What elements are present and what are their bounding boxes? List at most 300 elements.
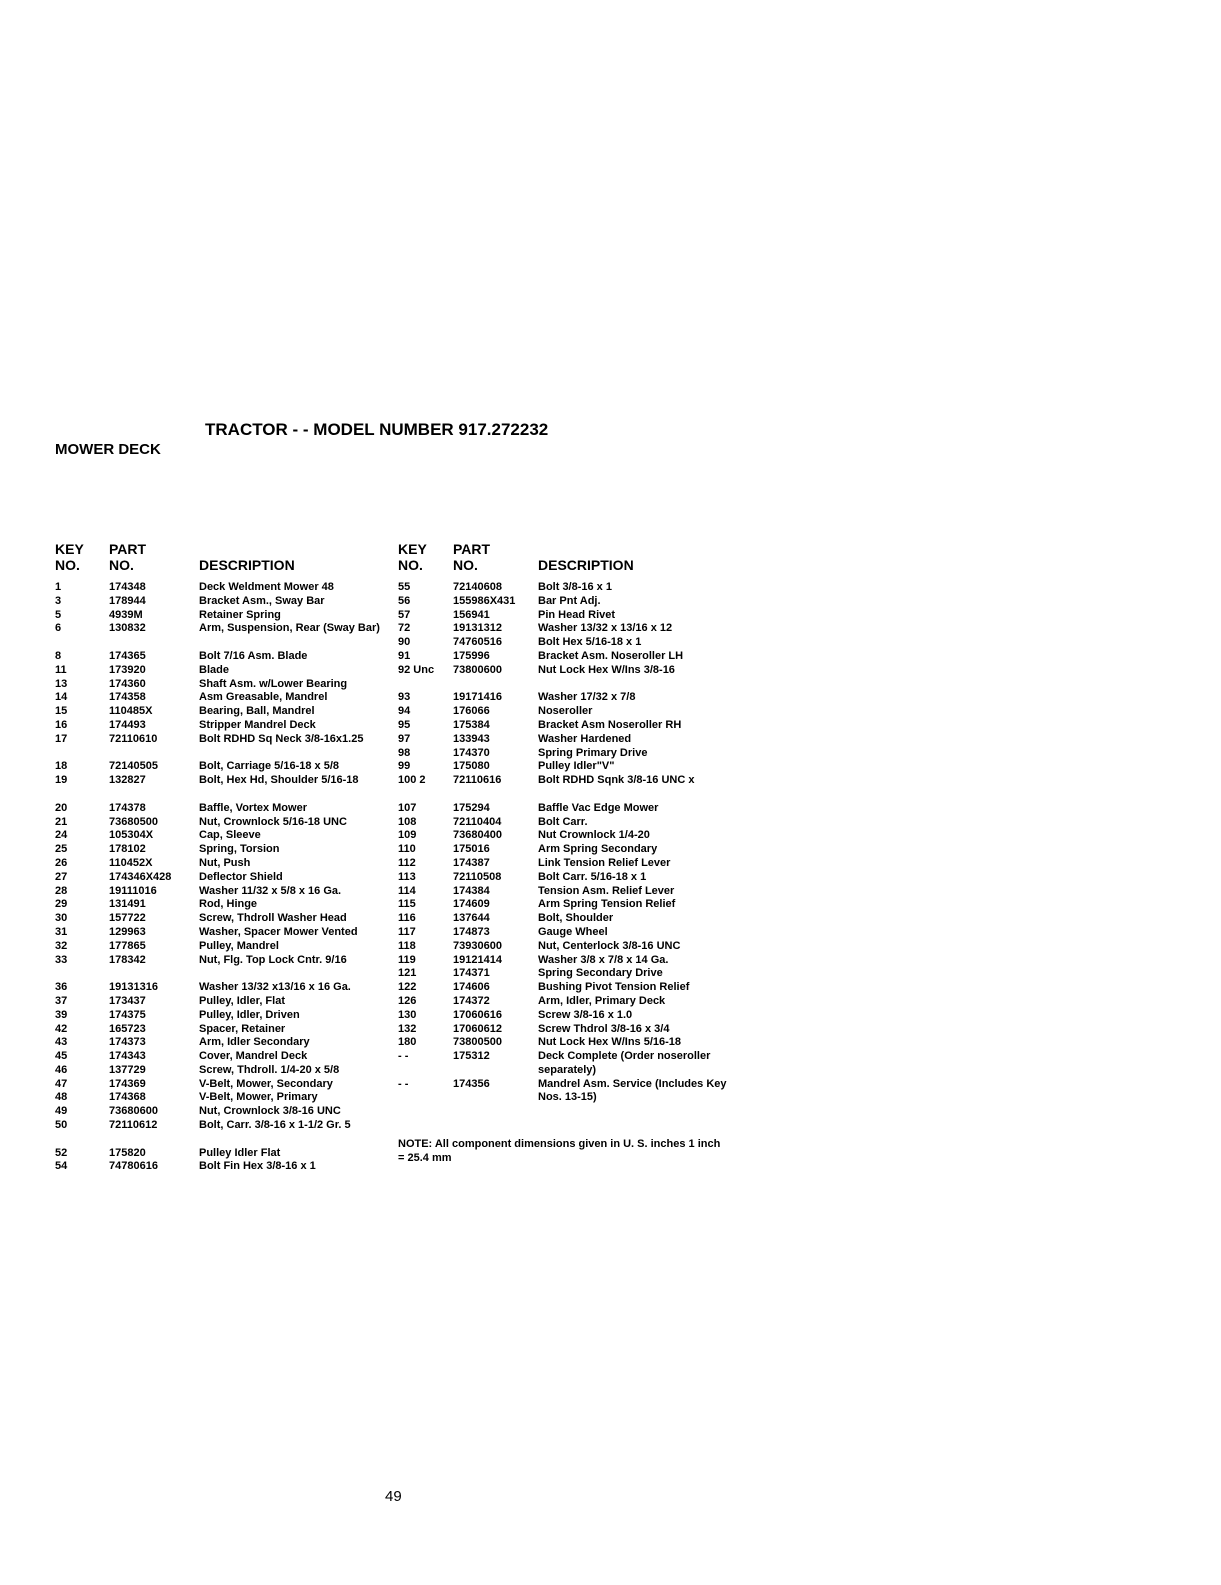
key-cell: 122 <box>398 981 417 994</box>
description-cell: Washer 17/32 x 7/8 <box>538 691 636 704</box>
part-number-cell: 175312 <box>453 1050 490 1063</box>
part-number-cell: 19121414 <box>453 953 502 966</box>
key-cell: 49 <box>55 1105 68 1118</box>
description-cell: Nut, Push <box>199 856 251 869</box>
table-row <box>398 774 728 802</box>
table-row <box>55 774 395 802</box>
part-number-cell: 73800600 <box>453 663 502 676</box>
description-cell: Cover, Mandrel Deck <box>199 1050 308 1063</box>
part-number-cell: 175996 <box>453 649 490 662</box>
part-number-cell: 178342 <box>109 953 146 966</box>
key-cell: - - <box>398 1050 409 1063</box>
key-header-line2: NO. <box>398 557 423 573</box>
description-cell: V-Belt, Mower, Secondary <box>199 1077 333 1090</box>
description-cell: Spacer, Retainer <box>199 1022 286 1035</box>
description-cell: Pin Head Rivet <box>538 608 616 621</box>
description-cell: Shaft Asm. w/Lower Bearing <box>199 677 348 690</box>
table-row <box>55 595 395 609</box>
part-number-cell: 174493 <box>109 718 146 731</box>
key-cell: 17 <box>55 732 68 745</box>
key-cell: 95 <box>398 718 411 731</box>
part-number-cell: 4939M <box>109 608 143 621</box>
table-row <box>55 1036 395 1050</box>
key-cell: 6 <box>55 622 62 635</box>
part-number-cell: 173920 <box>109 663 146 676</box>
part-number-cell: 19131312 <box>453 622 502 635</box>
table-row <box>55 691 395 705</box>
key-cell: 116 <box>398 912 416 925</box>
key-cell: 109 <box>398 829 417 842</box>
part-number-cell: 72140505 <box>109 760 158 773</box>
key-cell: 42 <box>55 1022 68 1035</box>
table-row <box>55 581 395 595</box>
part-number-cell: 174375 <box>109 1008 146 1021</box>
table-row <box>398 636 728 650</box>
description-cell: Rod, Hinge <box>199 898 258 911</box>
table-row <box>398 829 728 843</box>
key-cell: 26 <box>55 856 68 869</box>
description-cell: Bolt, Shoulder <box>538 912 614 925</box>
part-number-cell: 19111016 <box>109 884 157 897</box>
page-title: TRACTOR - - MODEL NUMBER 917.272232 <box>205 420 549 439</box>
key-cell: 50 <box>55 1119 68 1132</box>
key-cell: 110 <box>398 843 416 856</box>
part-number-cell: 174384 <box>453 884 490 897</box>
part-number-cell: 129963 <box>109 925 146 938</box>
description-cell: Bolt 7/16 Asm. Blade <box>199 649 308 662</box>
description-cell: Gauge Wheel <box>538 925 608 938</box>
key-cell: 24 <box>55 829 68 842</box>
key-cell: 117 <box>398 925 416 938</box>
key-cell: 100 2 <box>398 774 426 787</box>
table-row <box>55 1147 395 1161</box>
dimensions-note: NOTE: All component dimensions given in U. S. inches 1 inch = 25.4 mm <box>398 1138 721 1164</box>
table-row <box>398 981 728 995</box>
table-row <box>55 1119 395 1147</box>
description-cell: Bolt Carr. 5/16-18 x 1 <box>538 870 647 883</box>
part-number-cell: 133943 <box>453 732 490 745</box>
description-cell: V-Belt, Mower, Primary <box>199 1091 318 1104</box>
description-cell: Deck Complete (Order noseroller separately) <box>538 1050 711 1076</box>
table-row <box>55 678 395 692</box>
key-cell: 108 <box>398 815 417 828</box>
part-header-line1: PART <box>453 541 491 557</box>
description-cell: Bar Pnt Adj. <box>538 594 601 607</box>
table-row <box>398 760 728 774</box>
description-cell: Cap, Sleeve <box>199 829 261 842</box>
key-cell: 46 <box>55 1063 68 1076</box>
key-cell: 132 <box>398 1022 417 1035</box>
key-cell: 97 <box>398 732 411 745</box>
table-row <box>398 995 728 1009</box>
key-cell: 115 <box>398 898 416 911</box>
part-number-cell: 178944 <box>109 594 146 607</box>
table-row <box>398 733 728 747</box>
description-cell: Bolt RDHD Sq Neck 3/8-16x1.25 <box>199 732 364 745</box>
description-cell: Bolt Fin Hex 3/8-16 x 1 <box>199 1160 316 1173</box>
table-row <box>398 1023 728 1037</box>
key-cell: 130 <box>398 1008 417 1021</box>
description-cell: Bolt, Carriage 5/16-18 x 5/8 <box>199 760 340 773</box>
description-cell: Nut Crownlock 1/4-20 <box>538 829 650 842</box>
key-header-line2: NO. <box>55 557 80 573</box>
table-row <box>55 1078 395 1092</box>
part-number-cell: 73680600 <box>109 1105 158 1118</box>
key-cell: 1 <box>55 581 62 593</box>
table-row <box>398 1009 728 1023</box>
key-cell: 94 <box>398 705 411 718</box>
table-row <box>55 1064 395 1078</box>
description-header: DESCRIPTION <box>538 557 634 573</box>
description-header: DESCRIPTION <box>199 557 295 573</box>
part-number-cell: 174365 <box>109 649 146 662</box>
description-cell: Bolt 3/8-16 x 1 <box>538 581 612 593</box>
part-number-cell: 176066 <box>453 705 490 718</box>
table-row <box>55 981 395 995</box>
description-cell: Bearing, Ball, Mandrel <box>199 705 315 718</box>
part-number-cell: 72140608 <box>453 581 502 593</box>
part-number-cell: 72110404 <box>453 815 502 828</box>
description-cell: Screw Thdrol 3/8-16 x 3/4 <box>538 1022 670 1035</box>
description-cell: Washer 11/32 x 5/8 x 16 Ga. <box>199 884 342 897</box>
key-cell: 48 <box>55 1091 68 1104</box>
table-row <box>55 871 395 885</box>
description-cell: Pulley, Idler, Flat <box>199 994 285 1007</box>
table-row <box>398 885 728 899</box>
description-cell: Pulley, Mandrel <box>199 939 279 952</box>
description-cell: Washer 13/32 x13/16 x 16 Ga. <box>199 981 351 994</box>
part-number-cell: 174873 <box>453 925 490 938</box>
part-number-cell: 174373 <box>109 1036 146 1049</box>
part-number-cell: 174343 <box>109 1050 146 1063</box>
part-number-cell: 131491 <box>109 898 146 911</box>
table-row <box>55 650 395 664</box>
description-cell: Deck Weldment Mower 48 <box>199 581 334 593</box>
key-cell: 114 <box>398 884 416 897</box>
table-row <box>55 609 395 623</box>
key-cell: 57 <box>398 608 411 621</box>
table-row <box>55 1050 395 1064</box>
table-row <box>398 898 728 912</box>
part-number-cell: 174609 <box>453 898 490 911</box>
description-cell: Bolt RDHD Sqnk 3/8-16 UNC x <box>538 774 695 787</box>
table-row <box>55 719 395 733</box>
part-header-line2: NO. <box>109 557 134 573</box>
table-row <box>398 581 728 595</box>
part-number-cell: 17060616 <box>453 1008 502 1021</box>
table-row <box>55 733 395 761</box>
description-cell: Screw, Thdroll Washer Head <box>199 912 347 925</box>
part-number-cell: 137729 <box>109 1063 146 1076</box>
column-headers <box>398 541 728 581</box>
part-number-cell: 175294 <box>453 801 490 814</box>
part-number-cell: 130832 <box>109 622 146 635</box>
key-cell: 126 <box>398 994 417 1007</box>
part-number-cell: 165723 <box>109 1022 146 1035</box>
key-cell: 52 <box>55 1146 68 1159</box>
part-number-cell: 174606 <box>453 981 490 994</box>
part-number-cell: 178102 <box>109 843 146 856</box>
part-number-cell: 174371 <box>453 967 490 980</box>
part-number-cell: 174356 <box>453 1077 490 1090</box>
part-number-cell: 157722 <box>109 912 146 925</box>
key-cell: 47 <box>55 1077 68 1090</box>
part-number-cell: 174348 <box>109 581 146 593</box>
part-number-cell: 73680500 <box>109 815 158 828</box>
key-cell: 121 <box>398 967 417 980</box>
table-row <box>55 912 395 926</box>
description-cell: Stripper Mandrel Deck <box>199 718 316 731</box>
key-cell: 72 <box>398 622 411 635</box>
table-row <box>398 747 728 761</box>
key-cell: 180 <box>398 1036 417 1049</box>
key-header-line1: KEY <box>55 541 84 557</box>
description-cell: Spring Secondary Drive <box>538 967 663 980</box>
key-cell: 45 <box>55 1050 68 1063</box>
part-number-cell: 174358 <box>109 691 146 704</box>
part-number-cell: 110452X <box>109 856 153 869</box>
part-number-cell: 74780616 <box>109 1160 158 1173</box>
part-header-line1: PART <box>109 541 147 557</box>
table-row <box>55 664 395 678</box>
part-number-cell: 174378 <box>109 801 146 814</box>
table-row <box>55 940 395 954</box>
key-cell: 32 <box>55 939 68 952</box>
part-number-cell: 155986X431 <box>453 594 516 607</box>
key-cell: 33 <box>55 953 68 966</box>
table-row <box>398 650 728 664</box>
key-cell: 43 <box>55 1036 68 1049</box>
description-cell: Nut Lock Hex W/Ins 3/8-16 <box>538 663 675 676</box>
part-number-cell: 19131316 <box>109 981 158 994</box>
part-number-cell: 73680400 <box>453 829 502 842</box>
key-cell: 11 <box>55 663 67 676</box>
description-cell: Washer Hardened <box>538 732 632 745</box>
table-row <box>398 857 728 871</box>
key-cell: 19 <box>55 774 68 787</box>
description-cell: Bracket Asm Noseroller RH <box>538 718 682 731</box>
table-row <box>398 1036 728 1050</box>
key-cell: 93 <box>398 691 411 704</box>
part-number-cell: 74760516 <box>453 636 502 649</box>
table-row <box>398 926 728 940</box>
key-cell: 20 <box>55 801 68 814</box>
part-number-cell: 174369 <box>109 1077 146 1090</box>
table-row <box>398 609 728 623</box>
key-cell: 98 <box>398 746 411 759</box>
description-cell: Nut, Crownlock 3/8-16 UNC <box>199 1105 341 1118</box>
key-cell: 91 <box>398 649 411 662</box>
table-row <box>55 622 395 650</box>
description-cell: Arm, Idler Secondary <box>199 1036 310 1049</box>
table-row <box>398 912 728 926</box>
table-row <box>398 843 728 857</box>
key-cell: 28 <box>55 884 68 897</box>
key-cell: 5 <box>55 608 62 621</box>
part-number-cell: 132827 <box>109 774 146 787</box>
table-row <box>55 857 395 871</box>
description-cell: Bushing Pivot Tension Relief <box>538 981 690 994</box>
key-cell: 30 <box>55 912 68 925</box>
key-cell: 25 <box>55 843 68 856</box>
key-cell: 118 <box>398 939 416 952</box>
description-cell: Noseroller <box>538 705 593 718</box>
table-row <box>398 967 728 981</box>
description-cell: Baffle Vac Edge Mower <box>538 801 659 814</box>
key-cell: 15 <box>55 705 68 718</box>
table-row <box>398 719 728 733</box>
key-cell: 3 <box>55 594 62 607</box>
table-row <box>398 1050 728 1078</box>
table-row <box>55 954 395 982</box>
description-cell: Spring Primary Drive <box>538 746 648 759</box>
description-cell: Pulley, Idler, Driven <box>199 1008 300 1021</box>
description-cell: Screw 3/8-16 x 1.0 <box>538 1008 633 1021</box>
part-number-cell: 175820 <box>109 1146 146 1159</box>
table-row <box>55 1023 395 1037</box>
table-row <box>398 816 728 830</box>
part-number-cell: 105304X <box>109 829 154 842</box>
table-row <box>398 664 728 692</box>
table-row <box>55 898 395 912</box>
key-cell: 55 <box>398 581 411 593</box>
description-cell: Pulley Idler Flat <box>199 1146 281 1159</box>
key-cell: 13 <box>55 677 68 690</box>
part-number-cell: 174360 <box>109 677 146 690</box>
table-row <box>398 802 728 816</box>
part-number-cell: 73800500 <box>453 1036 502 1049</box>
description-cell: Retainer Spring <box>199 608 281 621</box>
key-cell: 37 <box>55 994 68 1007</box>
part-number-cell: 175016 <box>453 843 490 856</box>
table-row <box>55 995 395 1009</box>
parts-rows <box>55 581 395 1174</box>
table-row <box>398 595 728 609</box>
description-cell: Nut, Centerlock 3/8-16 UNC <box>538 939 681 952</box>
part-number-cell: 174372 <box>453 994 490 1007</box>
table-row <box>55 816 395 830</box>
key-cell: - - <box>398 1077 409 1090</box>
part-number-cell: 72110612 <box>109 1119 158 1132</box>
description-cell: Nut, Flg. Top Lock Cntr. 9/16 <box>199 953 347 966</box>
description-cell: Bracket Asm., Sway Bar <box>199 594 325 607</box>
part-number-cell: 72110616 <box>453 774 502 787</box>
key-cell: 14 <box>55 691 68 704</box>
description-cell: Link Tension Relief Lever <box>538 856 671 869</box>
part-number-cell: 175384 <box>453 718 490 731</box>
description-cell: Arm Spring Secondary <box>538 843 658 856</box>
key-cell: 29 <box>55 898 68 911</box>
key-cell: 18 <box>55 760 68 773</box>
parts-list-left <box>55 541 395 1174</box>
description-cell: Washer 13/32 x 13/16 x 12 <box>538 622 673 635</box>
part-number-cell: 174368 <box>109 1091 146 1104</box>
key-cell: 8 <box>55 649 62 662</box>
key-cell: 21 <box>55 815 68 828</box>
key-cell: 36 <box>55 981 68 994</box>
key-cell: 112 <box>398 856 416 869</box>
table-row <box>398 691 728 705</box>
part-number-cell: 174346X428 <box>109 870 172 883</box>
key-cell: 107 <box>398 801 417 814</box>
key-cell: 99 <box>398 760 411 773</box>
key-header-line1: KEY <box>398 541 427 557</box>
table-row <box>398 940 728 954</box>
part-number-cell: 173437 <box>109 994 146 1007</box>
description-cell: Arm Spring Tension Relief <box>538 898 676 911</box>
part-number-cell: 177865 <box>109 939 146 952</box>
part-number-cell: 175080 <box>453 760 490 773</box>
table-row <box>55 829 395 843</box>
key-cell: 31 <box>55 925 68 938</box>
key-cell: 27 <box>55 870 68 883</box>
description-cell: Washer, Spacer Mower Vented <box>199 925 358 938</box>
description-cell: Nut, Crownlock 5/16-18 UNC <box>199 815 347 828</box>
key-cell: 56 <box>398 594 411 607</box>
description-cell: Nut Lock Hex W/Ins 5/16-18 <box>538 1036 682 1049</box>
part-number-cell: 73930600 <box>453 939 502 952</box>
key-cell: 92 Unc <box>398 663 435 676</box>
description-cell: Bolt, Hex Hd, Shoulder 5/16-18 <box>199 774 359 787</box>
key-cell: 16 <box>55 718 68 731</box>
table-row <box>55 802 395 816</box>
description-cell: Baffle, Vortex Mower <box>199 801 307 814</box>
part-header-line2: NO. <box>453 557 478 573</box>
description-cell: Pulley Idler"V" <box>538 760 615 773</box>
part-number-cell: 72110508 <box>453 870 502 883</box>
part-number-cell: 17060612 <box>453 1022 502 1035</box>
part-number-cell: 19171416 <box>453 691 502 704</box>
table-row <box>398 622 728 636</box>
description-cell: Arm, Idler, Primary Deck <box>538 994 666 1007</box>
table-row <box>55 1105 395 1119</box>
key-cell: 39 <box>55 1008 68 1021</box>
part-number-cell: 110485X <box>109 705 153 718</box>
key-cell: 113 <box>398 870 416 883</box>
description-cell: Blade <box>199 663 229 676</box>
section-title: MOWER DECK <box>55 441 161 458</box>
description-cell: Tension Asm. Relief Lever <box>538 884 675 897</box>
part-number-cell: 72110610 <box>109 732 158 745</box>
description-cell: Bracket Asm. Noseroller LH <box>538 649 684 662</box>
part-number-cell: 137644 <box>453 912 490 925</box>
parts-list-right <box>398 541 728 1105</box>
key-cell: 90 <box>398 636 411 649</box>
table-row <box>55 1091 395 1105</box>
table-row <box>398 705 728 719</box>
table-row <box>398 871 728 885</box>
table-row <box>55 1009 395 1023</box>
description-cell: Deflector Shield <box>199 870 283 883</box>
description-cell: Bolt Carr. <box>538 815 588 828</box>
table-row <box>398 1078 728 1106</box>
description-cell: Mandrel Asm. Service (Includes Key Nos. 13-15) <box>538 1077 727 1104</box>
key-cell: 54 <box>55 1160 68 1173</box>
table-row <box>55 1160 395 1174</box>
description-cell: Washer 3/8 x 7/8 x 14 Ga. <box>538 953 669 966</box>
description-cell: Arm, Suspension, Rear (Sway Bar) <box>199 622 380 635</box>
column-headers <box>55 541 395 581</box>
table-row <box>55 705 395 719</box>
table-row <box>55 885 395 899</box>
description-cell: Asm Greasable, Mandrel <box>199 691 328 704</box>
part-number-cell: 174387 <box>453 856 490 869</box>
description-cell: Bolt, Carr. 3/8-16 x 1-1/2 Gr. 5 <box>199 1119 351 1132</box>
part-number-cell: 174370 <box>453 746 490 759</box>
table-row <box>55 843 395 857</box>
table-row <box>55 926 395 940</box>
page-number: 49 <box>385 1488 402 1505</box>
